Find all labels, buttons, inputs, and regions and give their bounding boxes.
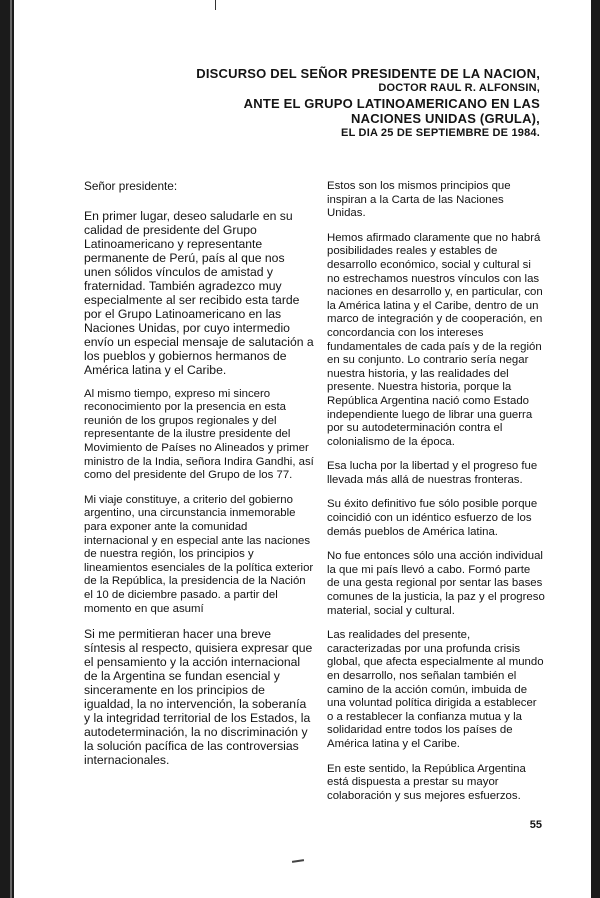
heading-line-1: DISCURSO DEL SEÑOR PRESIDENTE DE LA NACION, xyxy=(196,66,540,81)
scan-border-left xyxy=(0,0,14,898)
right-column xyxy=(327,180,545,814)
speech-heading xyxy=(100,66,540,141)
heading-line-2: DOCTOR RAUL R. ALFONSIN, xyxy=(378,82,540,94)
paragraph: Su éxito definitivo fue sólo posible porque coincidió con un idéntico esfuerzo de los demás pueblos de América latina. xyxy=(327,498,538,538)
paragraph: Si me permitieran hacer una breve síntesis al respecto, quisiera expresar que el pensamiento y la acción internacional de la Argentina se fundan esencial y sinceramente en los principios de igualdad, la no intervención, la soberanía y la integridad territorial de los Estados, la autodeterminación, la no discriminación y la solución pacífica de las controversias internacionales. xyxy=(84,627,313,768)
paragraph: No fue entonces sólo una acción individual la que mi país llevó a cabo. Formó parte de una gesta regional por sentar las bases comunes de la justicia, la paz y el progreso material, social y cultural. xyxy=(327,550,545,617)
paragraph: Al mismo tiempo, expreso mi sincero reconocimiento por la presencia en esta reunión de los grupos regionales y del representante de la ilustre presidente del Movimiento de Países no Alineados y primer ministro de la India, señora Indira Gandhi, así como del presidente del Grupo de los 77. xyxy=(84,387,314,482)
paragraph: Hemos afirmado claramente que no habrá posibilidades reales y estables de desarrollo económico, social y cultural si no estrechamos nuestros vínculos con las naciones en desarrollo y, en particular, con la América latina y el Caribe, dentro de un marco de integración y de cooperación, en concordancia con los intereses fundamentales de cada país y de la región en su conjunto. Lo contrario sería negar nuestra historia, y las realidades del presente. Nuestra historia, porque la República Argentina nació como Estado independiente luego de librar una guerra por su autodeterminación contra el colonialismo de la época. xyxy=(327,231,543,448)
paragraph: Mi viaje constituye, a criterio del gobierno argentino, una circunstancia inmemorable para exponer ante la comunidad internacional y en especial ante las naciones de nuestra región, los principios y lineamientos esenciales de la política exterior de la República, la presidencia de la Nación el 10 de diciembre pasado. a partir del momento en que asumí xyxy=(84,493,314,615)
paragraph: Estos son los mismos principios que inspiran a la Carta de las Naciones Unidas. xyxy=(327,180,511,220)
paragraph: Las realidades del presente, caracterizadas por una profunda crisis global, que afecta especialmente al mundo en desarrollo, nos señalan también el camino de la acción común, imbuida de una voluntad política dirigida a establecer o a restablecer la confianza mutua y la solidaridad entre todos los países de América latina y el Caribe. xyxy=(327,629,544,750)
scan-artifact-bottom xyxy=(292,859,304,863)
scan-border-right xyxy=(591,0,600,898)
left-column xyxy=(84,180,314,778)
paragraph: En primer lugar, deseo saludarle en su calidad de presidente del Grupo Latinoamericano y representante permanente de Perú, país al que nos unen sólidos vínculos de amistad y fraternidad. También agradezco muy especialmente al ser recibido esta tarde por el Grupo Latinoamericano en las Naciones Unidas, por cuyo intermedio envío un especial mensaje de salutación a los pueblos y gobiernos hermanos de América latina y el Caribe. xyxy=(84,208,314,377)
paragraph: Esa lucha por la libertad y el progreso fue llevada más allá de nuestras fronteras. xyxy=(327,460,538,486)
page-number: 55 xyxy=(529,819,542,831)
paragraph: En este sentido, la República Argentina está dispuesta a prestar su mayor colaboración y sus mejores esfuerzos. xyxy=(327,762,526,802)
scan-artifact-top xyxy=(215,0,216,10)
heading-line-4: NACIONES UNIDAS (GRULA), xyxy=(351,111,540,126)
salutation: Señor presidente: xyxy=(84,179,178,193)
heading-line-3: ANTE EL GRUPO LATINOAMERICANO EN LAS xyxy=(243,96,540,111)
heading-line-5: EL DIA 25 DE SEPTIEMBRE DE 1984. xyxy=(341,127,540,139)
